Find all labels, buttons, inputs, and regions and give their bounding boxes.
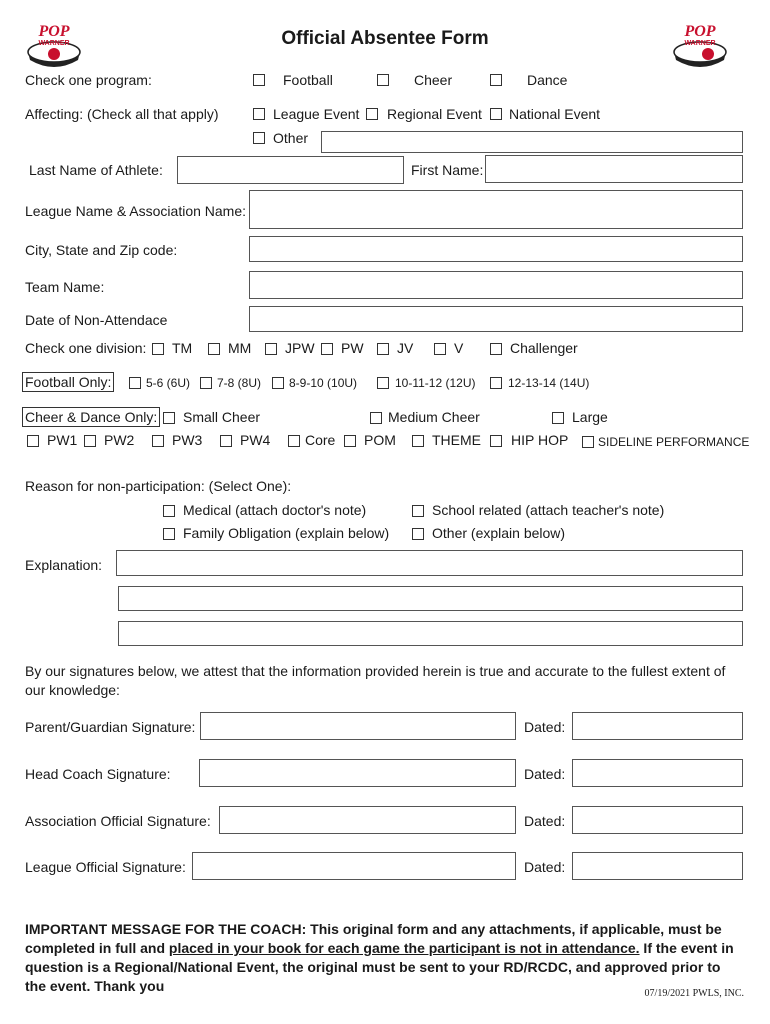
date-input[interactable] <box>249 306 743 332</box>
association-signature-input[interactable] <box>219 806 516 834</box>
football-14u-label: 12-13-14 (14U) <box>508 376 590 390</box>
explanation-input-3[interactable] <box>118 621 743 646</box>
medical-checkbox[interactable] <box>163 505 175 517</box>
program-label: Check one program: <box>25 72 152 88</box>
theme-label: THEME <box>432 432 481 448</box>
pw1-checkbox[interactable] <box>27 435 39 447</box>
explanation-input-2[interactable] <box>118 586 743 611</box>
division-jpw-checkbox[interactable] <box>265 343 277 355</box>
sideline-performance-label: SIDELINE PERFORMANCE <box>598 435 750 449</box>
division-mm-label: MM <box>228 340 252 356</box>
division-jv-label: JV <box>397 340 414 356</box>
coach-dated-input[interactable] <box>572 759 743 787</box>
parent-signature-label: Parent/Guardian Signature: <box>25 719 196 735</box>
first-name-input[interactable] <box>485 155 743 183</box>
sideline-performance-checkbox[interactable] <box>582 436 594 448</box>
pom-label: POM <box>364 432 396 448</box>
football-10u-checkbox[interactable] <box>272 377 284 389</box>
pw1-label: PW1 <box>47 432 78 448</box>
league-dated-label: Dated: <box>524 859 566 875</box>
football-14u-checkbox[interactable] <box>490 377 502 389</box>
cheer-checkbox[interactable] <box>377 74 389 86</box>
football-12u-checkbox[interactable] <box>377 377 389 389</box>
date-label: Date of Non-Attendace <box>25 312 168 328</box>
parent-dated-label: Dated: <box>524 719 566 735</box>
logo-text-pop: POP <box>38 23 70 40</box>
school-label: School related (attach teacher's note) <box>432 502 665 518</box>
coach-message-part2: If the event in question is a Regional/National Event, the original must be sent to your RD/RCDC, and approved prior to the event. Thank you <box>25 940 734 994</box>
division-challenger-label: Challenger <box>510 340 578 356</box>
football-only-label: Football Only: <box>22 372 114 392</box>
dance-label: Dance <box>527 72 568 88</box>
family-label: Family Obligation (explain below) <box>183 525 390 541</box>
national-event-label: National Event <box>509 106 601 122</box>
logo-text-warner: WARNER <box>38 40 70 47</box>
regional-event-checkbox[interactable] <box>366 108 378 120</box>
affecting-label: Affecting: (Check all that apply) <box>25 106 219 122</box>
cheer-dance-only-label: Cheer & Dance Only: <box>22 407 160 427</box>
parent-dated-input[interactable] <box>572 712 743 740</box>
last-name-input[interactable] <box>177 156 404 184</box>
division-pw-checkbox[interactable] <box>321 343 333 355</box>
team-name-input[interactable] <box>249 271 743 299</box>
pom-checkbox[interactable] <box>344 435 356 447</box>
division-v-checkbox[interactable] <box>434 343 446 355</box>
cheer-label: Cheer <box>414 72 453 88</box>
coach-signature-label: Head Coach Signature: <box>25 766 171 782</box>
logo-text-pop: POP <box>684 23 716 40</box>
league-signature-label: League Official Signature: <box>25 859 186 875</box>
national-event-checkbox[interactable] <box>490 108 502 120</box>
reason-label: Reason for non-participation: (Select One): <box>25 478 292 494</box>
coach-signature-input[interactable] <box>199 759 516 787</box>
division-tm-checkbox[interactable] <box>152 343 164 355</box>
division-challenger-checkbox[interactable] <box>490 343 502 355</box>
division-jpw-label: JPW <box>285 340 315 356</box>
core-label: Core <box>305 432 336 448</box>
coach-message <box>25 920 745 996</box>
league-dated-input[interactable] <box>572 852 743 880</box>
division-mm-checkbox[interactable] <box>208 343 220 355</box>
association-dated-label: Dated: <box>524 813 566 829</box>
medium-cheer-label: Medium Cheer <box>388 409 480 425</box>
explanation-label: Explanation: <box>25 557 103 573</box>
football-10u-label: 8-9-10 (10U) <box>289 376 358 390</box>
league-signature-input[interactable] <box>192 852 516 880</box>
league-event-checkbox[interactable] <box>253 108 265 120</box>
football-8u-label: 7-8 (8U) <box>217 376 262 390</box>
team-name-label: Team Name: <box>25 279 105 295</box>
city-label: City, State and Zip code: <box>25 242 178 258</box>
pw4-label: PW4 <box>240 432 271 448</box>
last-name-label: Last Name of Athlete: <box>29 162 163 178</box>
other-event-input[interactable] <box>321 131 743 153</box>
pw3-label: PW3 <box>172 432 203 448</box>
football-8u-checkbox[interactable] <box>200 377 212 389</box>
division-v-label: V <box>454 340 464 356</box>
medical-label: Medical (attach doctor's note) <box>183 502 367 518</box>
regional-event-label: Regional Event <box>387 106 482 122</box>
dance-checkbox[interactable] <box>490 74 502 86</box>
division-tm-label: TM <box>172 340 193 356</box>
coach-dated-label: Dated: <box>524 766 566 782</box>
pw4-checkbox[interactable] <box>220 435 232 447</box>
small-cheer-label: Small Cheer <box>183 409 261 425</box>
core-checkbox[interactable] <box>288 435 300 447</box>
other-reason-checkbox[interactable] <box>412 528 424 540</box>
hip-hop-label: HIP HOP <box>511 432 569 448</box>
school-checkbox[interactable] <box>412 505 424 517</box>
football-checkbox[interactable] <box>253 74 265 86</box>
large-cheer-checkbox[interactable] <box>552 412 564 424</box>
other-event-checkbox[interactable] <box>253 132 265 144</box>
football-6u-label: 5-6 (6U) <box>146 376 191 390</box>
league-name-input[interactable] <box>249 190 743 229</box>
football-label: Football <box>283 72 333 88</box>
large-cheer-label: Large <box>572 409 608 425</box>
division-jv-checkbox[interactable] <box>377 343 389 355</box>
explanation-input-1[interactable] <box>116 550 743 576</box>
medium-cheer-checkbox[interactable] <box>370 412 382 424</box>
pw2-checkbox[interactable] <box>84 435 96 447</box>
theme-checkbox[interactable] <box>412 435 424 447</box>
other-event-label: Other <box>273 130 309 146</box>
footer-text: 07/19/2021 PWLS, INC. <box>644 988 744 999</box>
football-12u-label: 10-11-12 (12U) <box>395 376 476 390</box>
pw3-checkbox[interactable] <box>152 435 164 447</box>
league-event-label: League Event <box>273 106 360 122</box>
association-signature-label: Association Official Signature: <box>25 813 211 829</box>
coach-message-underlined: placed in your book for each game the participant is not in attendance. <box>168 940 640 956</box>
other-reason-label: Other (explain below) <box>432 525 566 541</box>
football-6u-checkbox[interactable] <box>129 377 141 389</box>
association-dated-input[interactable] <box>572 806 743 834</box>
logo-text-warner: WARNER <box>684 40 716 47</box>
division-label: Check one division: <box>25 340 147 356</box>
family-checkbox[interactable] <box>163 528 175 540</box>
hip-hop-checkbox[interactable] <box>490 435 502 447</box>
first-name-label: First Name: <box>411 162 484 178</box>
form-title: Official Absentee Form <box>281 28 489 49</box>
league-name-label: League Name & Association Name: <box>25 203 247 219</box>
coach-message-part1: IMPORTANT MESSAGE FOR THE COACH: This original form and any attachments, if applicable, must be completed in full and <box>25 921 722 956</box>
pw2-label: PW2 <box>104 432 135 448</box>
parent-signature-input[interactable] <box>200 712 516 740</box>
division-pw-label: PW <box>341 340 364 356</box>
attestation-text: By our signatures below, we attest that the information provided herein is true and accurate to the fullest extent of our knowledge: <box>25 663 726 698</box>
small-cheer-checkbox[interactable] <box>163 412 175 424</box>
city-input[interactable] <box>249 236 743 262</box>
